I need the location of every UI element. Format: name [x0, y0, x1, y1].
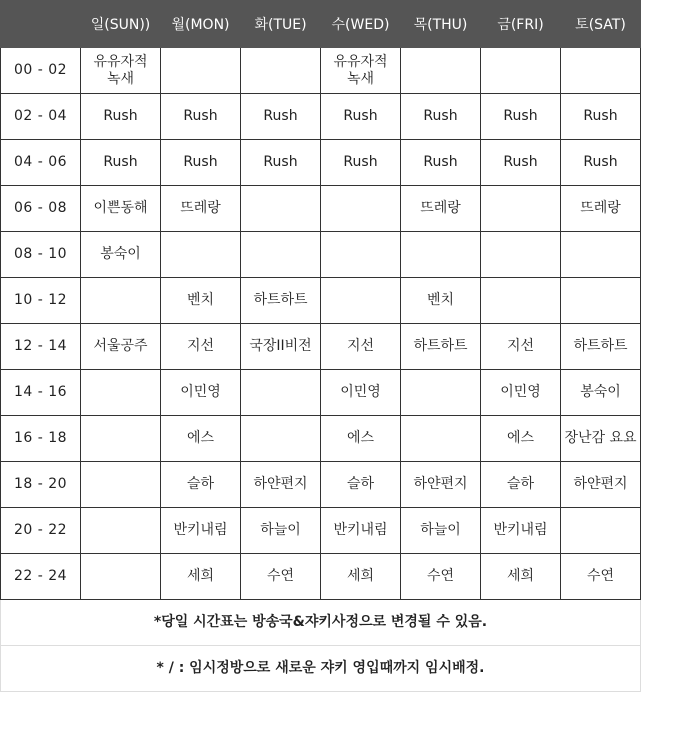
schedule-row — [1, 94, 641, 140]
schedule-row — [1, 508, 641, 554]
program-cell-mon: 뜨레랑 — [161, 186, 241, 232]
schedule-row — [1, 416, 641, 462]
day-header-wed: 수(WED) — [321, 1, 401, 48]
program-cell-sat: Rush — [561, 94, 641, 140]
program-cell-thu — [401, 370, 481, 416]
program-cell-mon: Rush — [161, 140, 241, 186]
program-cell-mon — [161, 232, 241, 278]
program-cell-thu: Rush — [401, 140, 481, 186]
program-cell-tue — [241, 186, 321, 232]
time-slot-label: 02 - 04 — [1, 94, 81, 140]
program-cell-tue: Rush — [241, 140, 321, 186]
program-cell-wed: Rush — [321, 94, 401, 140]
program-cell-thu: Rush — [401, 94, 481, 140]
program-cell-mon: 슬하 — [161, 462, 241, 508]
program-cell-fri — [481, 48, 561, 94]
day-header-fri: 금(FRI) — [481, 1, 561, 48]
program-cell-sat: 장난감 요요 — [561, 416, 641, 462]
day-header-mon: 월(MON) — [161, 1, 241, 48]
program-cell-fri: 지선 — [481, 324, 561, 370]
program-cell-wed — [321, 278, 401, 324]
program-cell-sat — [561, 232, 641, 278]
program-cell-sun: Rush — [81, 140, 161, 186]
header-corner — [1, 1, 81, 48]
program-cell-wed: 유유자적 녹새 — [321, 48, 401, 94]
program-cell-mon: 에스 — [161, 416, 241, 462]
program-cell-fri: Rush — [481, 140, 561, 186]
program-cell-thu: 수연 — [401, 554, 481, 600]
program-cell-tue — [241, 416, 321, 462]
schedule-note: *당일 시간표는 방송국&쟈키사정으로 변경될 수 있음. — [1, 600, 641, 646]
program-cell-sat: 하트하트 — [561, 324, 641, 370]
program-cell-wed — [321, 232, 401, 278]
time-slot-label: 12 - 14 — [1, 324, 81, 370]
time-slot-label: 16 - 18 — [1, 416, 81, 462]
program-cell-sun — [81, 462, 161, 508]
time-slot-label: 08 - 10 — [1, 232, 81, 278]
program-cell-tue: 하얀편지 — [241, 462, 321, 508]
time-slot-label: 22 - 24 — [1, 554, 81, 600]
program-cell-mon: 벤치 — [161, 278, 241, 324]
program-cell-mon: Rush — [161, 94, 241, 140]
program-cell-sat: 봉숙이 — [561, 370, 641, 416]
time-slot-label: 10 - 12 — [1, 278, 81, 324]
program-cell-sat — [561, 508, 641, 554]
schedule-row — [1, 278, 641, 324]
program-cell-wed: Rush — [321, 140, 401, 186]
program-cell-wed: 반키내림 — [321, 508, 401, 554]
schedule-note: * / : 임시정방으로 새로운 쟈키 영입때까지 임시배정. — [1, 646, 641, 692]
time-slot-label: 20 - 22 — [1, 508, 81, 554]
program-cell-sat — [561, 278, 641, 324]
program-cell-tue — [241, 370, 321, 416]
day-header-sun: 일(SUN)) — [81, 1, 161, 48]
program-cell-sun — [81, 508, 161, 554]
program-cell-fri: 에스 — [481, 416, 561, 462]
program-cell-wed: 에스 — [321, 416, 401, 462]
program-cell-tue: 국장II비전 — [241, 324, 321, 370]
schedule-row — [1, 48, 641, 94]
program-cell-thu — [401, 48, 481, 94]
program-cell-fri: 반키내림 — [481, 508, 561, 554]
program-cell-fri: 이민영 — [481, 370, 561, 416]
program-cell-fri: Rush — [481, 94, 561, 140]
time-slot-label: 04 - 06 — [1, 140, 81, 186]
program-cell-wed: 슬하 — [321, 462, 401, 508]
program-cell-thu: 벤치 — [401, 278, 481, 324]
program-cell-fri: 슬하 — [481, 462, 561, 508]
program-cell-tue: 하트하트 — [241, 278, 321, 324]
program-cell-thu: 하얀편지 — [401, 462, 481, 508]
program-cell-sun: 유유자적 녹새 — [81, 48, 161, 94]
program-cell-thu: 하트하트 — [401, 324, 481, 370]
program-cell-thu — [401, 232, 481, 278]
program-cell-thu: 하늘이 — [401, 508, 481, 554]
day-header-thu: 목(THU) — [401, 1, 481, 48]
day-header-sat: 토(SAT) — [561, 1, 641, 48]
header-row — [1, 1, 641, 48]
schedule-row — [1, 370, 641, 416]
schedule-row — [1, 186, 641, 232]
schedule-row — [1, 140, 641, 186]
schedule-body — [1, 48, 641, 600]
program-cell-mon — [161, 48, 241, 94]
schedule-row — [1, 554, 641, 600]
program-cell-sat: 수연 — [561, 554, 641, 600]
schedule-row — [1, 324, 641, 370]
program-cell-sat — [561, 48, 641, 94]
note-row — [1, 600, 641, 646]
program-cell-sat: Rush — [561, 140, 641, 186]
program-cell-sat: 하얀편지 — [561, 462, 641, 508]
program-cell-tue: 수연 — [241, 554, 321, 600]
program-cell-wed: 세희 — [321, 554, 401, 600]
program-cell-sun — [81, 416, 161, 462]
program-cell-mon: 반키내림 — [161, 508, 241, 554]
program-cell-mon: 이민영 — [161, 370, 241, 416]
program-cell-sun — [81, 554, 161, 600]
program-cell-tue: Rush — [241, 94, 321, 140]
program-cell-fri — [481, 278, 561, 324]
program-cell-tue — [241, 48, 321, 94]
time-slot-label: 14 - 16 — [1, 370, 81, 416]
time-slot-label: 06 - 08 — [1, 186, 81, 232]
program-cell-fri: 세희 — [481, 554, 561, 600]
program-cell-mon: 세희 — [161, 554, 241, 600]
program-cell-sun: Rush — [81, 94, 161, 140]
time-slot-label: 18 - 20 — [1, 462, 81, 508]
note-row — [1, 646, 641, 692]
program-cell-sun — [81, 370, 161, 416]
program-cell-mon: 지선 — [161, 324, 241, 370]
program-cell-fri — [481, 186, 561, 232]
program-cell-sun: 이쁜동해 — [81, 186, 161, 232]
program-cell-sun: 서울공주 — [81, 324, 161, 370]
schedule-row — [1, 462, 641, 508]
program-cell-wed — [321, 186, 401, 232]
program-cell-sun — [81, 278, 161, 324]
program-cell-sun: 봉숙이 — [81, 232, 161, 278]
program-cell-fri — [481, 232, 561, 278]
program-cell-tue — [241, 232, 321, 278]
program-cell-thu — [401, 416, 481, 462]
program-cell-tue: 하늘이 — [241, 508, 321, 554]
time-slot-label: 00 - 02 — [1, 48, 81, 94]
program-cell-thu: 뜨레랑 — [401, 186, 481, 232]
schedule-row — [1, 232, 641, 278]
program-cell-wed: 지선 — [321, 324, 401, 370]
day-header-tue: 화(TUE) — [241, 1, 321, 48]
program-cell-wed: 이민영 — [321, 370, 401, 416]
program-cell-sat: 뜨레랑 — [561, 186, 641, 232]
